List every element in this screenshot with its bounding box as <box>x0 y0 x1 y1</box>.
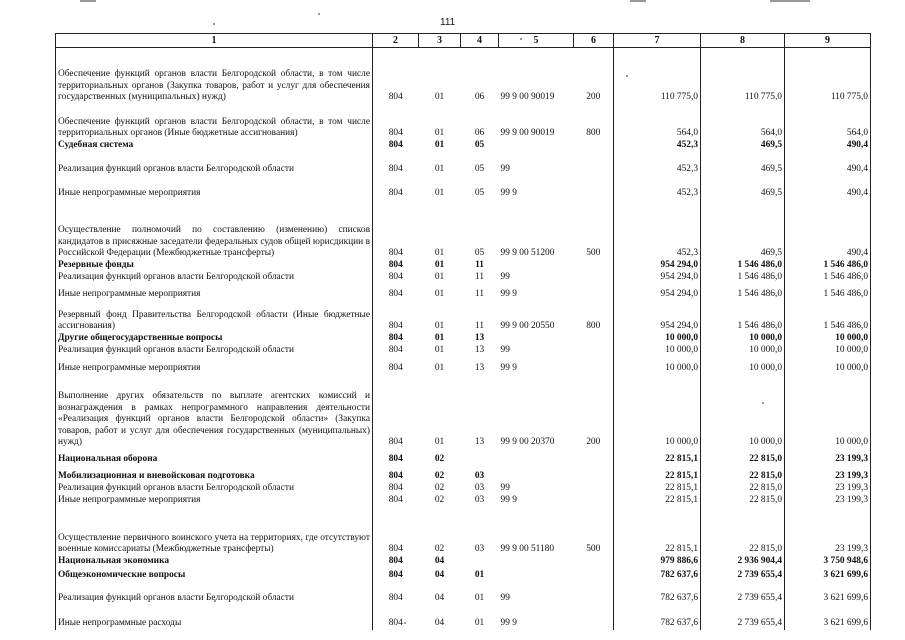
header-row <box>56 34 871 48</box>
row-ministry-code: 804 <box>388 128 403 139</box>
row-amount-year-3: 1 546 486,0 <box>785 301 871 333</box>
row-target-article <box>499 556 574 568</box>
row-target-article: 99 9 <box>500 188 517 199</box>
row-amount-year-2: 22 815,0 <box>701 495 785 507</box>
row-subsection-code: 03 <box>474 483 485 494</box>
row-target-article: 99 9 00 90019 <box>500 92 555 103</box>
table-row <box>56 556 871 568</box>
row-expense-type <box>574 605 614 630</box>
row-section-code: 01 <box>434 248 445 259</box>
row-section-code: 04 <box>434 593 445 604</box>
scan-edge-mark <box>770 0 810 2</box>
table-row <box>56 301 871 333</box>
table-row <box>56 152 871 176</box>
row-section-code: 04 <box>434 570 445 581</box>
row-amount-year-1: 782 637,6 <box>614 568 701 582</box>
row-target-article <box>499 568 574 582</box>
row-amount-year-2: 469,5 <box>701 176 785 200</box>
column-header: 3 <box>419 34 461 48</box>
row-amount-year-1: 954 294,0 <box>614 272 701 284</box>
row-amount-year-3: 23 199,3 <box>785 483 871 495</box>
row-amount-year-3: 10 000,0 <box>785 357 871 375</box>
row-expense-type <box>574 556 614 568</box>
row-section-code: 04 <box>434 556 445 567</box>
row-name: Иные непрограммные расходы <box>56 605 373 630</box>
row-amount-year-3: 23 199,3 <box>785 495 871 507</box>
table-row <box>56 495 871 507</box>
row-amount-year-1: 452,3 <box>614 152 701 176</box>
row-amount-year-3: 23 199,3 <box>785 507 871 556</box>
row-subsection-code: 06 <box>474 128 485 139</box>
row-amount-year-3: 3 621 699,6 <box>785 605 871 630</box>
row-amount-year-3: 490,4 <box>785 200 871 260</box>
row-amount-year-3: 110 775,0 <box>785 48 871 104</box>
row-target-article <box>499 449 574 466</box>
row-subsection-code: 13 <box>474 345 485 356</box>
row-expense-type <box>574 466 614 483</box>
row-amount-year-1: 954 294,0 <box>614 301 701 333</box>
row-amount-year-2: 2 936 904,4 <box>701 556 785 568</box>
row-ministry-code: 804 <box>388 363 403 374</box>
row-name: Общеэкономические вопросы <box>56 568 373 582</box>
row-target-article: 99 9 00 90019 <box>500 128 555 139</box>
row-expense-type: 500 <box>586 248 601 259</box>
row-ministry-code: 804 <box>388 483 403 494</box>
row-expense-type <box>574 176 614 200</box>
row-subsection-code: 05 <box>474 164 485 175</box>
row-subsection-code: 06 <box>474 92 485 103</box>
row-target-article <box>499 466 574 483</box>
row-ministry-code: 804 <box>388 437 403 448</box>
row-ministry-code: 804 <box>388 593 403 604</box>
row-target-article: 99 9 <box>500 289 517 300</box>
row-ministry-code: 804 <box>388 454 403 465</box>
column-header: 2 <box>373 34 419 48</box>
row-subsection-code: 13 <box>474 363 485 374</box>
budget-table <box>55 33 871 630</box>
row-amount-year-3: 490,4 <box>785 140 871 152</box>
row-name: Другие общегосударственные вопросы <box>56 333 373 345</box>
row-amount-year-2: 1 546 486,0 <box>701 301 785 333</box>
row-section-code: 01 <box>434 289 445 300</box>
row-expense-type <box>574 272 614 284</box>
row-expense-type <box>574 260 614 272</box>
row-subsection-code: 11 <box>474 289 485 300</box>
row-amount-year-2: 22 815,0 <box>701 483 785 495</box>
row-amount-year-1: 10 000,0 <box>614 333 701 345</box>
row-expense-type <box>574 345 614 357</box>
row-subsection-code: 03 <box>474 471 485 482</box>
table-row <box>56 345 871 357</box>
row-name: Резервные фонды <box>56 260 373 272</box>
row-section-code: 01 <box>434 260 445 271</box>
column-header: 1 <box>56 34 373 48</box>
row-subsection-code: 13 <box>474 333 485 344</box>
row-section-code: 01 <box>434 188 445 199</box>
row-amount-year-1: 10 000,0 <box>614 357 701 375</box>
table-row <box>56 466 871 483</box>
row-amount-year-1: 22 815,1 <box>614 507 701 556</box>
row-section-code: 01 <box>434 363 445 374</box>
row-section-code: 01 <box>434 345 445 356</box>
row-ministry-code: 804 <box>388 345 403 356</box>
row-amount-year-2: 1 546 486,0 <box>701 272 785 284</box>
row-name: Реализация функций органов власти Белгородской области <box>56 152 373 176</box>
row-subsection-code: 03 <box>474 544 485 555</box>
row-target-article: 99 9 <box>500 495 517 506</box>
table-row <box>56 333 871 345</box>
row-section-code: 01 <box>434 437 445 448</box>
scan-speck <box>213 23 215 25</box>
table-row <box>56 176 871 200</box>
row-amount-year-2: 110 775,0 <box>701 48 785 104</box>
row-expense-type: 500 <box>586 544 601 555</box>
scan-speck <box>318 13 320 15</box>
row-ministry-code: 804 <box>388 272 403 283</box>
table-row <box>56 357 871 375</box>
row-ministry-code: 804 <box>388 618 403 629</box>
row-section-code: 01 <box>434 140 445 151</box>
row-amount-year-3: 490,4 <box>785 152 871 176</box>
row-expense-type <box>574 284 614 301</box>
row-expense-type <box>574 333 614 345</box>
row-amount-year-2: 22 815,0 <box>701 507 785 556</box>
scan-edge-mark <box>80 0 96 2</box>
row-expense-type: 200 <box>586 92 601 103</box>
column-header: 7 <box>614 34 701 48</box>
row-ministry-code: 804 <box>388 321 403 332</box>
row-amount-year-1: 452,3 <box>614 140 701 152</box>
row-name: Обеспечение функций органов власти Белгородской области, в том числе территориальных органов (Иные бюджетные ассигнования) <box>56 104 373 140</box>
scan-edge-mark <box>630 0 646 2</box>
row-amount-year-3: 10 000,0 <box>785 345 871 357</box>
row-amount-year-3: 1 546 486,0 <box>785 272 871 284</box>
row-section-code: 02 <box>434 471 445 482</box>
row-section-code: 01 <box>434 92 445 103</box>
row-name: Осуществление полномочий по составлению (изменению) списков кандидатов в присяжные заседатели федеральных судов общей юрисдикции в Российской Федерации (Межбюджетные трансферты) <box>56 200 373 260</box>
row-expense-type <box>574 140 614 152</box>
row-section-code: 02 <box>434 483 445 494</box>
row-ministry-code: 804 <box>388 248 403 259</box>
row-expense-type <box>574 483 614 495</box>
column-header: 8 <box>701 34 785 48</box>
row-subsection-code <box>461 556 499 568</box>
row-amount-year-3: 23 199,3 <box>785 449 871 466</box>
row-target-article: 99 <box>500 483 510 494</box>
row-amount-year-3: 10 000,0 <box>785 375 871 449</box>
row-ministry-code: 804 <box>388 164 403 175</box>
row-amount-year-3: 490,4 <box>785 176 871 200</box>
row-target-article: 99 <box>500 164 510 175</box>
row-amount-year-2: 22 815,0 <box>701 466 785 483</box>
row-subsection-code <box>461 449 499 466</box>
table-row <box>56 449 871 466</box>
row-amount-year-1: 452,3 <box>614 200 701 260</box>
table-row <box>56 568 871 582</box>
row-amount-year-1: 782 637,6 <box>614 605 701 630</box>
table-row <box>56 48 871 104</box>
row-section-code: 01 <box>434 321 445 332</box>
row-amount-year-1: 22 815,1 <box>614 449 701 466</box>
table-row <box>56 272 871 284</box>
row-name: Резервный фонд Правительства Белгородской области (Иные бюджетные ассигнования) <box>56 301 373 333</box>
row-target-article: 99 <box>500 345 510 356</box>
row-target-article: 99 9 00 51180 <box>500 544 555 555</box>
row-ministry-code: 804 <box>388 260 403 271</box>
row-subsection-code: 13 <box>474 437 485 448</box>
table-row <box>56 507 871 556</box>
row-amount-year-1: 782 637,6 <box>614 582 701 605</box>
table-row <box>56 260 871 272</box>
row-target-article: 99 <box>500 593 510 604</box>
row-amount-year-2: 469,5 <box>701 200 785 260</box>
row-amount-year-2: 10 000,0 <box>701 375 785 449</box>
row-amount-year-1: 452,3 <box>614 176 701 200</box>
column-header: 4 <box>461 34 499 48</box>
row-section-code: 02 <box>434 454 445 465</box>
row-amount-year-2: 22 815,0 <box>701 449 785 466</box>
row-expense-type <box>574 568 614 582</box>
row-name: Иные непрограммные мероприятия <box>56 357 373 375</box>
row-expense-type: 200 <box>586 437 601 448</box>
row-expense-type <box>574 152 614 176</box>
row-amount-year-1: 979 886,6 <box>614 556 701 568</box>
row-amount-year-1: 564,0 <box>614 104 701 140</box>
table-row <box>56 582 871 605</box>
row-amount-year-2: 1 546 486,0 <box>701 284 785 301</box>
row-name: Иные непрограммные мероприятия <box>56 495 373 507</box>
row-subsection-code: 05 <box>474 188 485 199</box>
row-ministry-code: 804 <box>388 289 403 300</box>
column-header: 6 <box>574 34 614 48</box>
row-amount-year-2: 1 546 486,0 <box>701 260 785 272</box>
row-name: Судебная система <box>56 140 373 152</box>
row-name: Национальная оборона <box>56 449 373 466</box>
row-name: Национальная экономика <box>56 556 373 568</box>
row-subsection-code: 11 <box>474 272 485 283</box>
row-target-article <box>499 140 574 152</box>
row-ministry-code: 804 <box>388 140 403 151</box>
row-section-code: 01 <box>434 333 445 344</box>
row-amount-year-2: 469,5 <box>701 140 785 152</box>
row-ministry-code: 804 <box>388 188 403 199</box>
row-amount-year-1: 954 294,0 <box>614 284 701 301</box>
row-ministry-code: 804 <box>388 556 403 567</box>
row-amount-year-2: 2 739 655,4 <box>701 582 785 605</box>
row-target-article <box>499 333 574 345</box>
row-name: Реализация функций органов власти Белгородской области <box>56 483 373 495</box>
table-row <box>56 104 871 140</box>
row-subsection-code: 05 <box>474 140 485 151</box>
row-amount-year-1: 22 815,1 <box>614 466 701 483</box>
row-amount-year-1: 10 000,0 <box>614 345 701 357</box>
row-expense-type: 800 <box>586 321 601 332</box>
row-subsection-code: 03 <box>474 495 485 506</box>
row-subsection-code: 01 <box>474 618 485 629</box>
row-ministry-code: 804 <box>388 333 403 344</box>
row-name: Иные непрограммные мероприятия <box>56 176 373 200</box>
row-target-article: 99 9 00 51200 <box>500 248 555 259</box>
row-amount-year-3: 1 546 486,0 <box>785 260 871 272</box>
row-name: Реализация функций органов власти Белгородской области <box>56 345 373 357</box>
row-section-code: 02 <box>434 495 445 506</box>
row-name: Мобилизационная и вневойсковая подготовка <box>56 466 373 483</box>
row-amount-year-2: 469,5 <box>701 152 785 176</box>
row-name: Обеспечение функций органов власти Белгородской области, в том числе территориальных органов (Закупка товаров, работ и услуг для обеспечения государственных (муниципальных) нужд) <box>56 48 373 104</box>
row-amount-year-2: 2 739 655,4 <box>701 568 785 582</box>
row-amount-year-3: 3 621 699,6 <box>785 568 871 582</box>
row-expense-type: 800 <box>586 128 601 139</box>
row-name: Выполнение других обязательств по выплате агентских комиссий и вознаграждения в рамках непрограммного направления деятельности «Реализация функций органов власти Белгородской области» (Закупка товаров, работ и услуг для обеспечения государственных (муниципальных) нужд) <box>56 375 373 449</box>
row-target-article: 99 9 <box>500 618 517 629</box>
row-subsection-code: 11 <box>475 260 484 271</box>
column-header: 9 <box>785 34 871 48</box>
row-amount-year-3: 3 750 948,6 <box>785 556 871 568</box>
row-subsection-code: 11 <box>474 321 485 332</box>
row-name: Иные непрограммные мероприятия <box>56 284 373 301</box>
table-row <box>56 200 871 260</box>
row-section-code: 01 <box>434 128 445 139</box>
table-row <box>56 605 871 630</box>
row-amount-year-1: 22 815,1 <box>614 483 701 495</box>
row-section-code: 02 <box>434 544 445 555</box>
row-ministry-code: 804 <box>388 471 403 482</box>
row-amount-year-1: 22 815,1 <box>614 495 701 507</box>
row-amount-year-3: 10 000,0 <box>785 333 871 345</box>
row-amount-year-2: 564,0 <box>701 104 785 140</box>
row-amount-year-2: 10 000,0 <box>701 333 785 345</box>
row-section-code: 04 <box>434 618 445 629</box>
row-amount-year-1: 954 294,0 <box>614 260 701 272</box>
row-name: Реализация функций органов власти Белгородской области <box>56 272 373 284</box>
table-row <box>56 375 871 449</box>
row-amount-year-3: 564,0 <box>785 104 871 140</box>
row-amount-year-2: 10 000,0 <box>701 357 785 375</box>
column-header: 5 <box>499 34 574 48</box>
row-section-code: 01 <box>434 272 445 283</box>
row-amount-year-2: 10 000,0 <box>701 345 785 357</box>
row-expense-type <box>574 357 614 375</box>
page-number: 111 <box>440 17 456 28</box>
row-amount-year-1: 10 000,0 <box>614 375 701 449</box>
row-subsection-code: 05 <box>474 248 485 259</box>
row-ministry-code: 804 <box>388 495 403 506</box>
row-ministry-code: 804 <box>388 570 403 581</box>
row-target-article: 99 9 00 20550 <box>500 321 555 332</box>
row-name: Осуществление первичного воинского учета на территориях, где отсутствуют военные комиссариаты (Межбюджетные трансферты) <box>56 507 373 556</box>
row-subsection-code: 01 <box>474 593 485 604</box>
table-row <box>56 140 871 152</box>
row-ministry-code: 804 <box>388 92 403 103</box>
row-expense-type <box>574 449 614 466</box>
row-section-code: 01 <box>434 164 445 175</box>
row-amount-year-3: 23 199,3 <box>785 466 871 483</box>
row-name: Реализация функций органов власти Белгородской области <box>56 582 373 605</box>
row-target-article <box>499 260 574 272</box>
table-row <box>56 483 871 495</box>
row-target-article: 99 9 <box>500 363 517 374</box>
row-amount-year-1: 110 775,0 <box>614 48 701 104</box>
row-expense-type <box>574 495 614 507</box>
row-target-article: 99 <box>500 272 510 283</box>
row-amount-year-3: 3 621 699,6 <box>785 582 871 605</box>
row-subsection-code: 01 <box>474 570 485 581</box>
row-amount-year-2: 2 739 655,4 <box>701 605 785 630</box>
row-ministry-code: 804 <box>388 544 403 555</box>
row-amount-year-3: 1 546 486,0 <box>785 284 871 301</box>
row-expense-type <box>574 582 614 605</box>
table-row <box>56 284 871 301</box>
row-target-article: 99 9 00 20370 <box>500 437 555 448</box>
table-body <box>56 48 871 630</box>
